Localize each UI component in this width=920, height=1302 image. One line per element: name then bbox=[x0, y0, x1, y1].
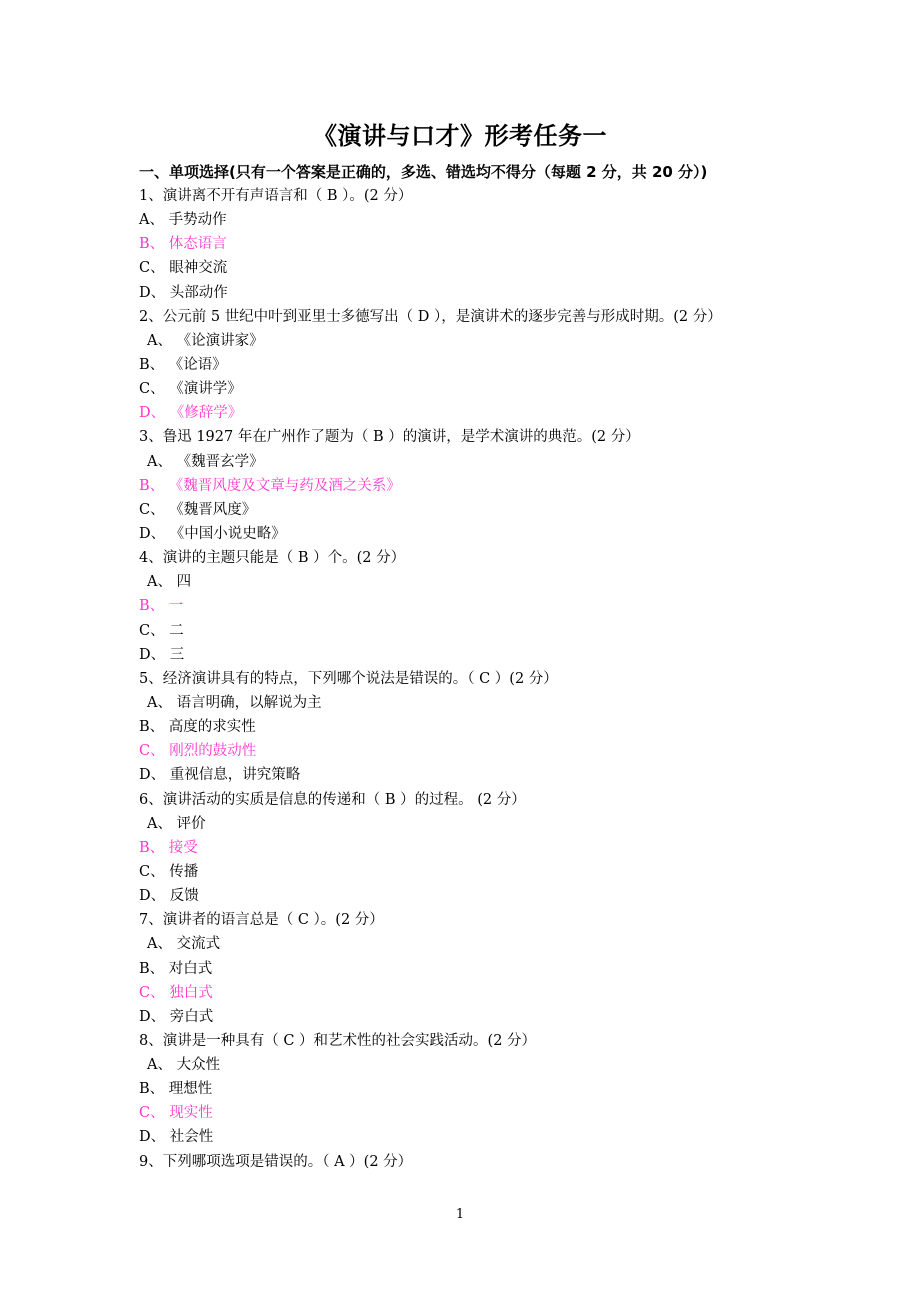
answer-option: D、 旁白式 bbox=[139, 1008, 214, 1025]
answer-option: A、 大众性 bbox=[147, 1057, 221, 1074]
answer-option: D、 头部动作 bbox=[139, 284, 228, 301]
question-text: 9、下列哪项选项是错误的。（ A ）(2 分） bbox=[139, 1153, 413, 1170]
answer-option: C、 传播 bbox=[139, 863, 199, 880]
answer-option: A、 评价 bbox=[147, 815, 206, 832]
answer-option: C、 《魏晋风度》 bbox=[139, 501, 257, 518]
answer-option-correct: D、 《修辞学》 bbox=[139, 405, 243, 422]
answer-option: A、 交流式 bbox=[147, 936, 221, 953]
answer-option: A、 手势动作 bbox=[139, 212, 227, 229]
answer-option: D、 《中国小说史略》 bbox=[139, 525, 286, 542]
answer-option: C、 眼神交流 bbox=[139, 260, 228, 277]
question-text: 7、演讲者的语言总是（ C ）。(2 分） bbox=[139, 912, 384, 929]
document-title: 《演讲与口才》形考任务一 bbox=[313, 122, 607, 150]
answer-option: B、 理想性 bbox=[139, 1081, 213, 1098]
answer-option-correct: C、 现实性 bbox=[139, 1105, 213, 1122]
answer-option-correct: C、 刚烈的鼓动性 bbox=[139, 743, 257, 760]
answer-option: A、 语言明确，以解说为主 bbox=[147, 694, 322, 711]
answer-option: D、 社会性 bbox=[139, 1129, 214, 1146]
answer-option: B、 《论语》 bbox=[139, 356, 227, 373]
answer-option: A、 四 bbox=[147, 574, 192, 591]
question-list bbox=[139, 184, 839, 1174]
answer-option: B、 高度的求实性 bbox=[139, 719, 256, 736]
question-text: 1、演讲离不开有声语言和（ B ）。(2 分） bbox=[139, 188, 413, 204]
page-number: 1 bbox=[455, 1207, 465, 1222]
answer-option-correct: B、 一 bbox=[139, 598, 184, 615]
answer-option-correct: B、 体态语言 bbox=[139, 236, 227, 253]
question-text: 5、经济演讲具有的特点，下列哪个说法是错误的。（ C ）(2 分） bbox=[139, 670, 558, 687]
answer-option: C、 《演讲学》 bbox=[139, 381, 242, 398]
answer-option-correct: C、 独白式 bbox=[139, 984, 213, 1001]
answer-option-correct: B、 《魏晋风度及文章与药及酒之关系》 bbox=[139, 477, 401, 494]
answer-option: B、 对白式 bbox=[139, 960, 213, 977]
answer-option: C、 二 bbox=[139, 622, 184, 639]
question-text: 4、演讲的主题只能是（ B ）个。(2 分） bbox=[139, 550, 406, 567]
question-text: 8、演讲是一种具有（ C ）和艺术性的社会实践活动。(2 分） bbox=[139, 1032, 537, 1049]
question-text: 3、鲁迅 1927 年在广州作了题为（ B ）的演讲，是学术演讲的典范。(2 分） bbox=[139, 429, 640, 446]
answer-option: A、 《魏晋玄学》 bbox=[147, 453, 264, 470]
answer-option: D、 重视信息，讲究策略 bbox=[139, 767, 301, 784]
section-heading: 一、单项选择(只有一个答案是正确的，多选、错选均不得分（每题 2 分，共 20 分）) bbox=[139, 163, 708, 181]
answer-option: A、 《论演讲家》 bbox=[147, 332, 264, 349]
answer-option: D、 三 bbox=[139, 646, 185, 663]
answer-option: D、 反馈 bbox=[139, 888, 199, 905]
answer-option-correct: B、 接受 bbox=[139, 839, 198, 856]
question-text: 6、演讲活动的实质是信息的传递和（ B ）的过程。 (2 分） bbox=[139, 791, 526, 808]
question-text: 2、公元前 5 世纪中叶到亚里士多德写出（ D ），是演讲术的逐步完善与形成时期。(2 分） bbox=[139, 308, 722, 325]
